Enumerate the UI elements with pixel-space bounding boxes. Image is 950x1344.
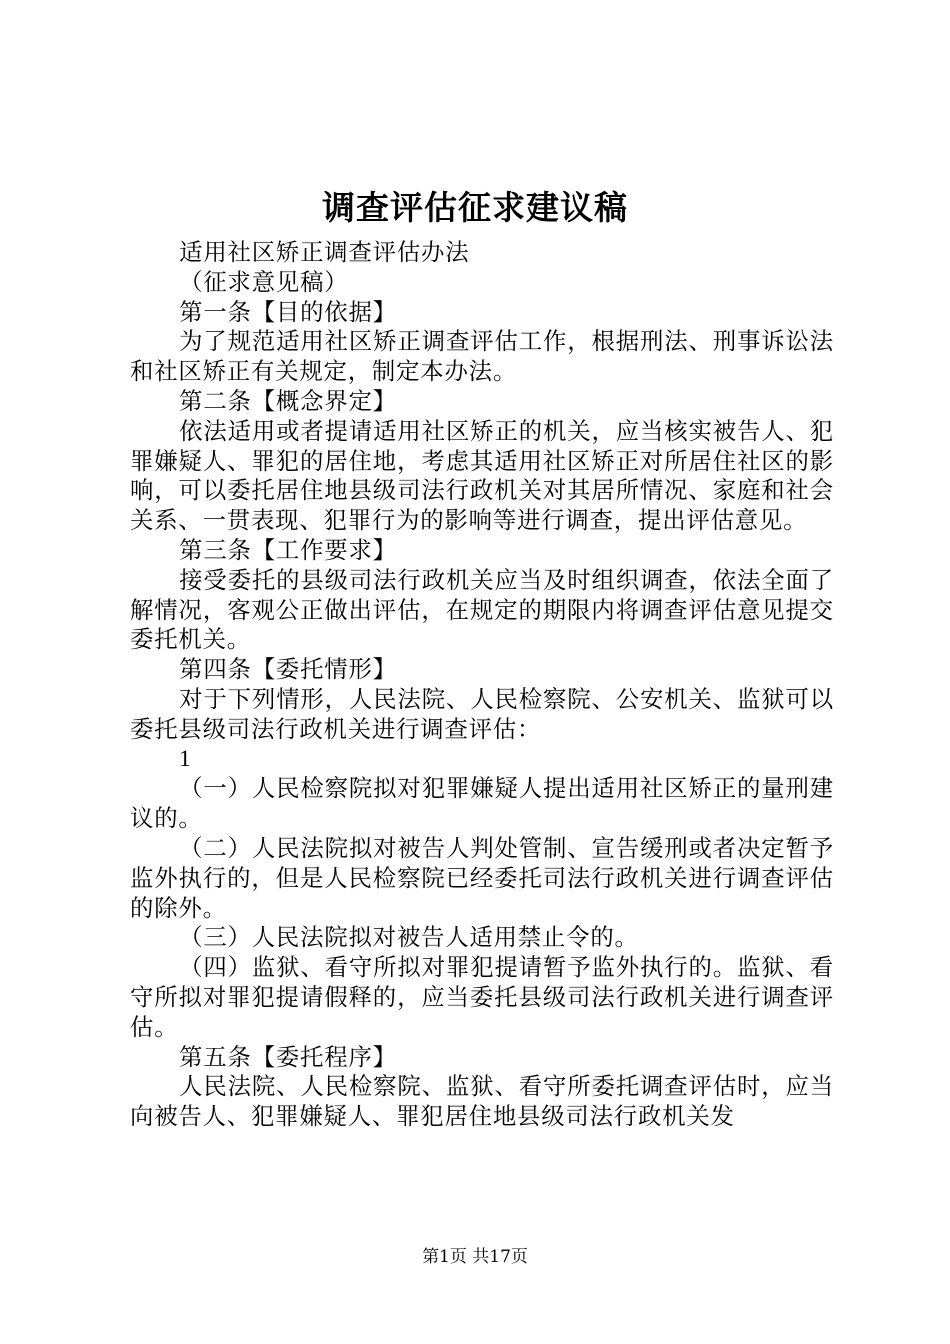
article-heading-3: 第三条【工作要求】	[179, 535, 397, 564]
article-text-4: 对于下列情形，人民法院、人民检察院、公安机关、监狱可以委托县级司法行政机关进行调查评估：	[130, 684, 834, 743]
paragraph-draft-note: （征求意见稿）	[179, 267, 349, 296]
article-text-1: 为了规范适用社区矫正调查评估工作，根据刑法、刑事诉讼法和社区矫正有关规定，制定本办法。	[130, 327, 834, 386]
list-item-2: （二）人民法院拟对被告人判处管制、宣告缓刑或者决定暂予监外执行的，但是人民检察院已经委托司法行政机关进行调查评估的除外。	[130, 833, 834, 922]
page-footer: 第1页 共17页	[422, 1247, 528, 1267]
document-title: 调查评估征求建议稿	[322, 188, 628, 227]
article-text-2: 依法适用或者提请适用社区矫正的机关，应当核实被告人、犯罪嫌疑人、罪犯的居住地，考虑其适用社区矫正对所居住社区的影响，可以委托居住地县级司法行政机关对其居所情况、家庭和社会关系、一贯表现、犯罪行为的影响等进行调查，提出评估意见。	[130, 416, 834, 535]
paragraph-subtitle: 适用社区矫正调查评估办法	[179, 238, 470, 266]
article-heading-5: 第五条【委托程序】	[179, 1042, 397, 1071]
list-item-3: （三）人民法院拟对被告人适用禁止令的。	[179, 923, 639, 952]
article-text-5: 人民法院、人民检察院、监狱、看守所委托调查评估时，应当向被告人、犯罪嫌疑人、罪犯居住地县级司法行政机关发	[130, 1072, 834, 1131]
list-item-1: （一）人民检察院拟对犯罪嫌疑人提出适用社区矫正的量刑建议的。	[130, 774, 834, 833]
article-heading-2: 第二条【概念界定】	[179, 386, 397, 415]
article-heading-4: 第四条【委托情形】	[179, 655, 397, 684]
article-text-3: 接受委托的县级司法行政机关应当及时组织调查，依法全面了解情况，客观公正做出评估，在规定的期限内将调查评估意见提交委托机关。	[130, 565, 834, 654]
article-heading-1: 第一条【目的依据】	[179, 297, 397, 326]
inline-page-marker: 1	[179, 745, 192, 772]
document-body	[130, 238, 834, 1132]
list-item-4: （四）监狱、看守所拟对罪犯提请暂予监外执行的。监狱、看守所拟对罪犯提请假释的，应当委托县级司法行政机关进行调查评估。	[130, 953, 834, 1041]
